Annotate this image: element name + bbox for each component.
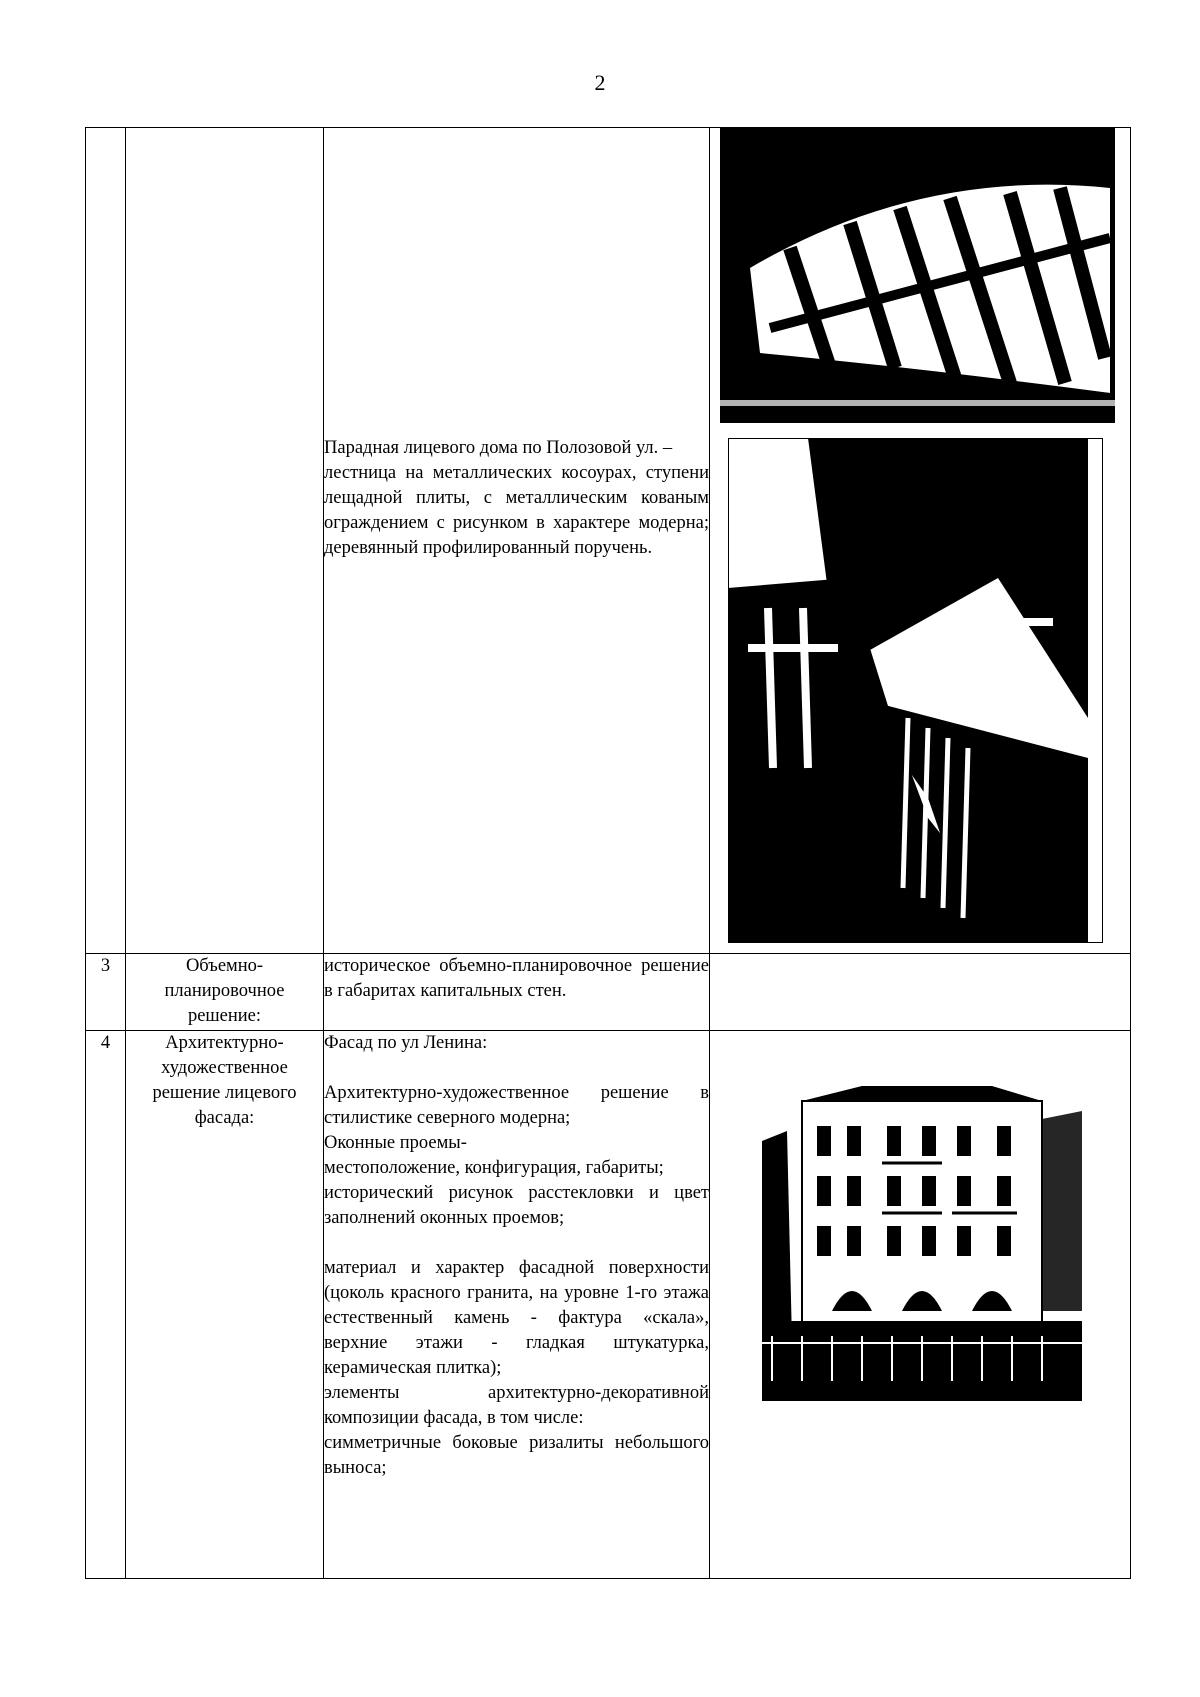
desc-paragraph-title: Оконные проемы- xyxy=(324,1133,467,1153)
desc-line: Парадная лицевого дома по Полозовой ул. – xyxy=(324,438,673,458)
row-description: историческое объемно-планировочное решение в габаритах капитальных стен. xyxy=(324,954,710,1031)
desc-paragraph: местоположение, конфигурация, габариты; xyxy=(324,1158,664,1178)
desc-paragraph: материал и характер фасадной поверхности (цоколь красного гранита, на уровне 1-го этажа естественный камень - фактура «скала», верхние этажи - гладкая штукатурка, керамическая плитка); xyxy=(324,1258,709,1378)
row-photos xyxy=(710,1031,1131,1579)
row-number: 3 xyxy=(86,954,126,1031)
row-description xyxy=(324,128,710,954)
row-photos xyxy=(710,128,1131,954)
desc-paragraph: симметричные боковые ризалиты небольшого выноса; xyxy=(324,1433,709,1478)
staircase-photo xyxy=(728,438,1103,943)
desc-paragraph: элементы архитектурно-декоративной композиции фасада, в том числе: xyxy=(324,1383,709,1428)
table-row xyxy=(86,1031,1131,1579)
desc-paragraph: исторический рисунок расстекловки и цвет заполнений оконных проемов; xyxy=(324,1183,709,1228)
row-photos xyxy=(710,954,1131,1031)
row-description xyxy=(324,1031,710,1579)
row-name: Архитектурно-художественное решение лицевого фасада: xyxy=(126,1031,324,1579)
table-row xyxy=(86,128,1131,954)
facade-photo xyxy=(762,1081,1082,1401)
row-number xyxy=(86,128,126,954)
desc-line: лестница на металлических косоурах, ступени лещадной плиты, с металлическим кованым ограждением с рисунком в характере модерна; деревянный профилированный поручень. xyxy=(324,463,709,558)
row-name: Объемно-планировочное решение: xyxy=(126,954,324,1031)
heritage-table xyxy=(85,127,1131,1579)
staircase-railing-photo xyxy=(720,128,1115,423)
row-number: 4 xyxy=(86,1031,126,1579)
page-number: 2 xyxy=(594,70,606,95)
row-name xyxy=(126,128,324,954)
desc-heading: Фасад по ул Ленина: xyxy=(324,1033,488,1053)
desc-paragraph: Архитектурно-художественное решение в стилистике северного модерна; xyxy=(324,1083,709,1128)
table-row xyxy=(86,954,1131,1031)
